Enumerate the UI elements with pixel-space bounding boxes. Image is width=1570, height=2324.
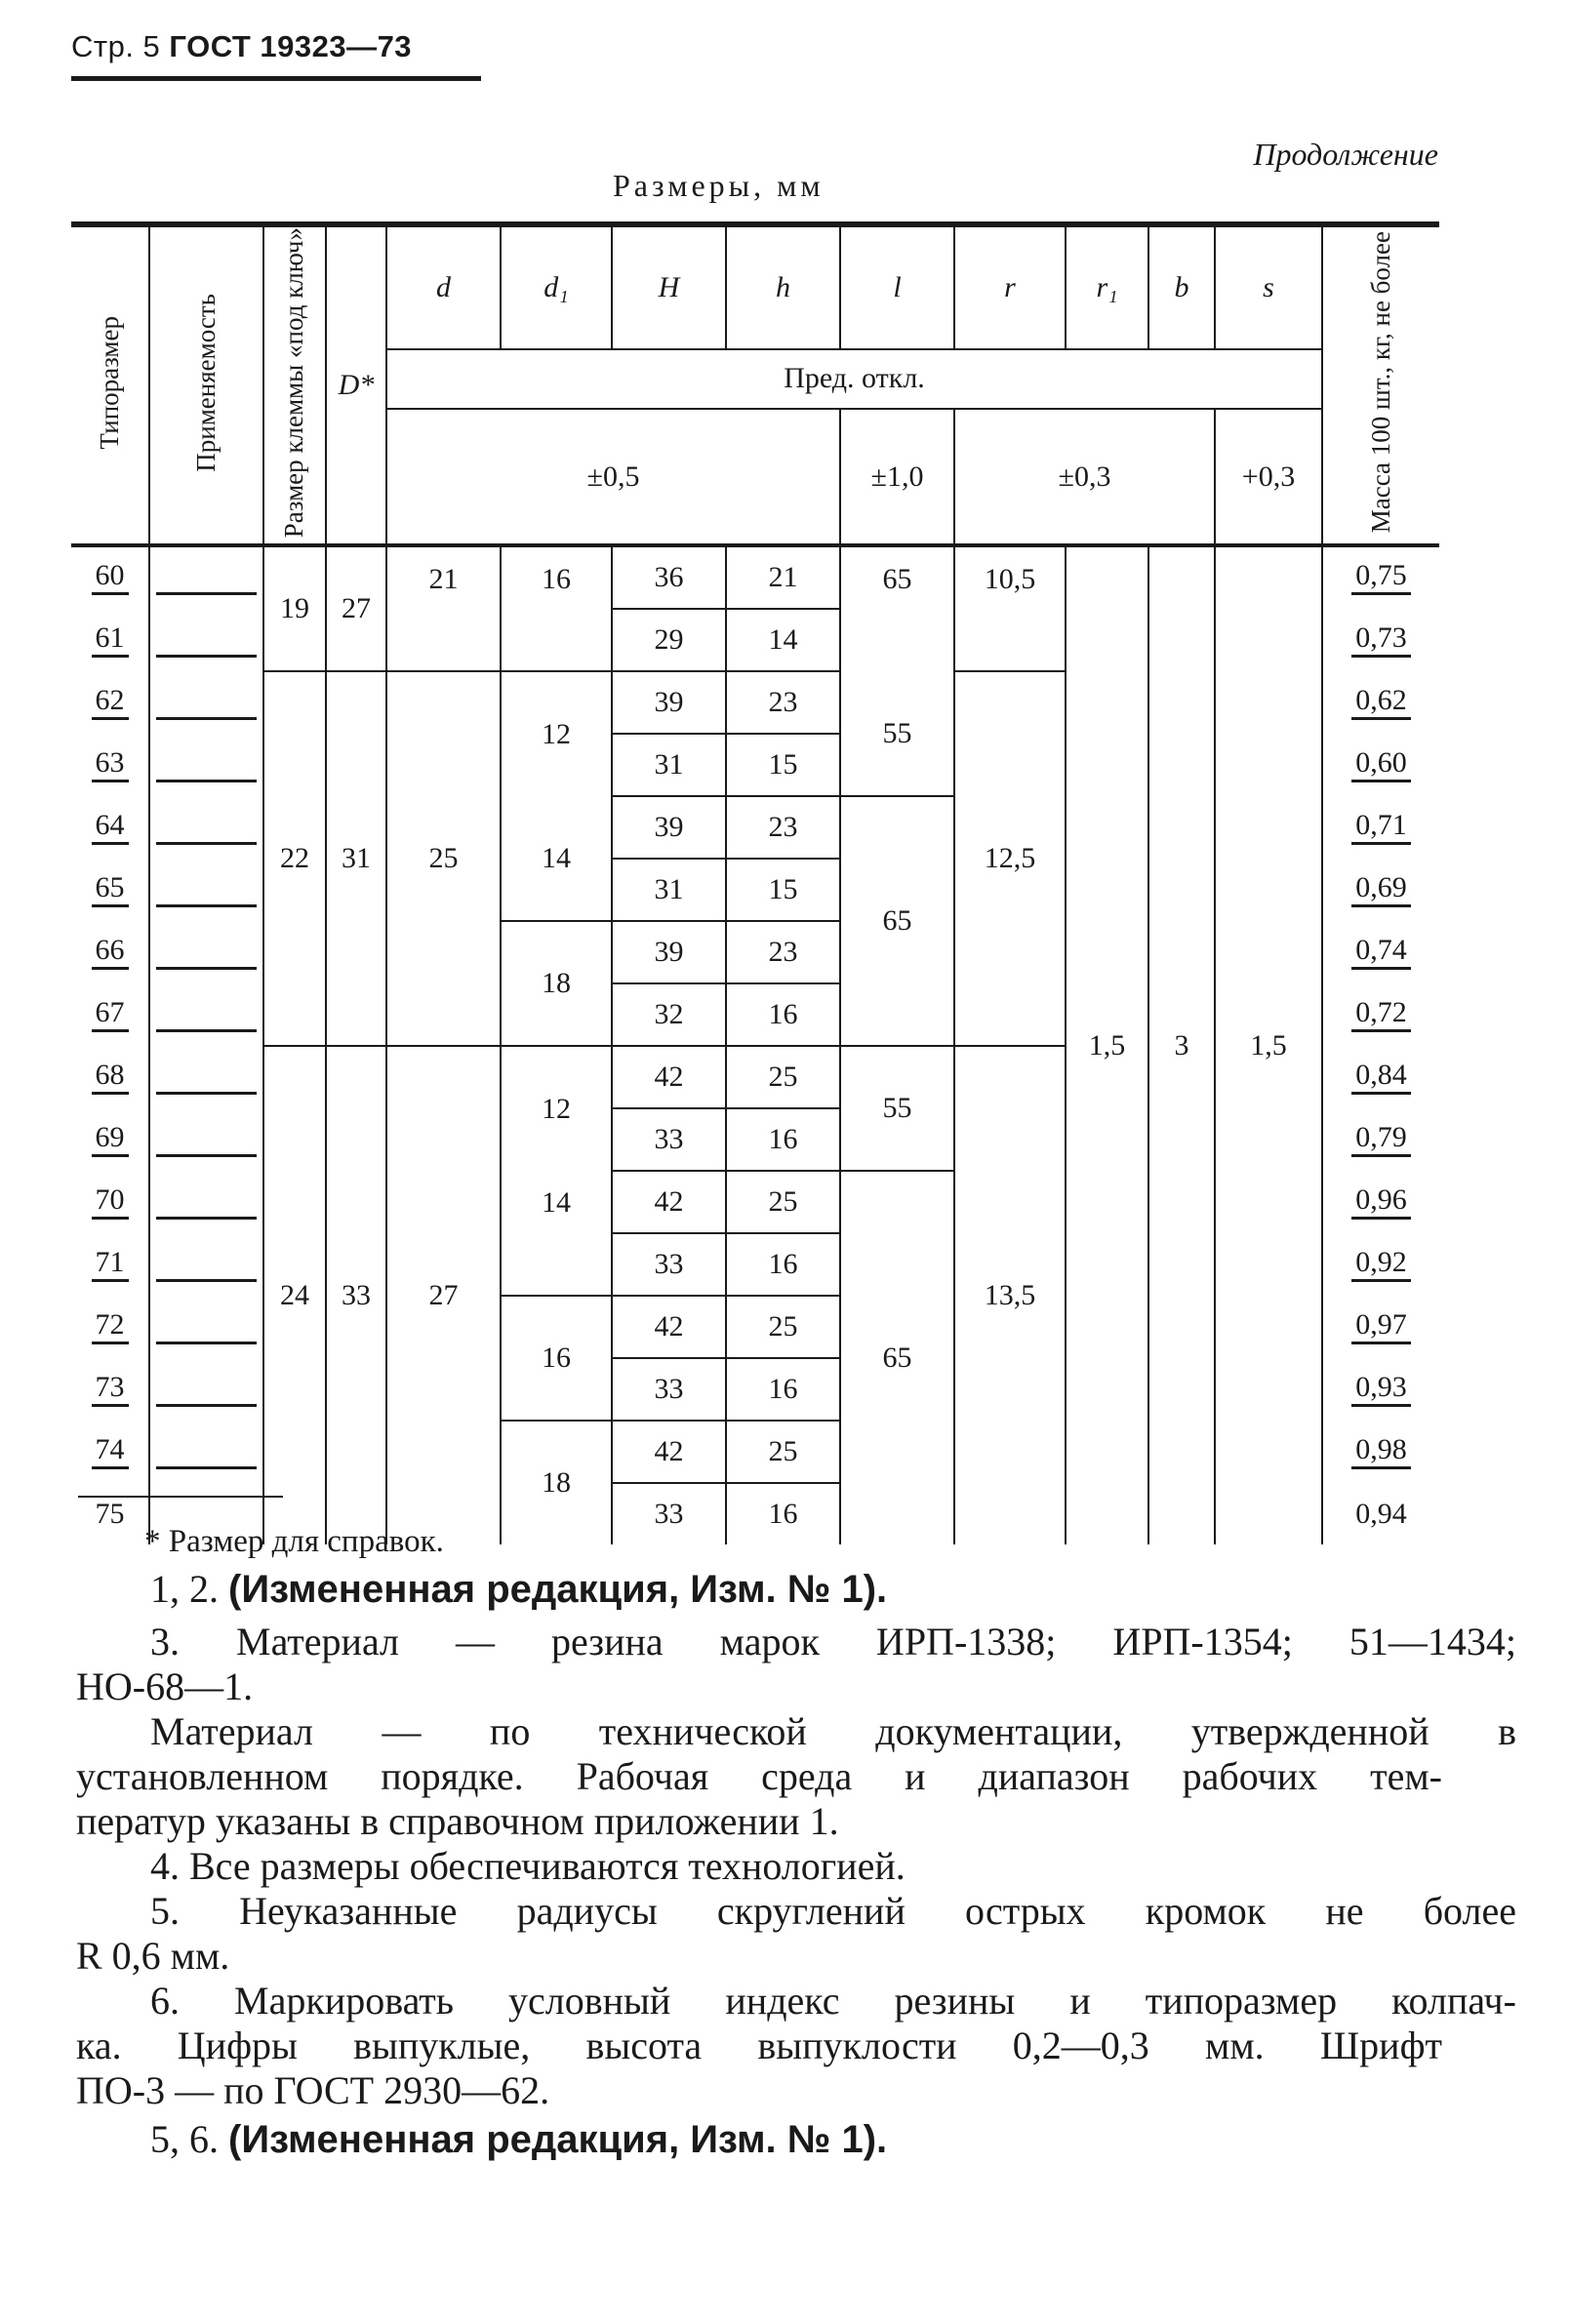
table-cell-h: 23 — [726, 796, 840, 859]
table-cell-appl — [149, 859, 263, 921]
table-cell-mass: 0,92 — [1322, 1233, 1439, 1296]
table-cell-d1: 14 — [501, 1171, 612, 1296]
col-r: r — [954, 224, 1066, 349]
table-cell-mass: 0,93 — [1322, 1358, 1439, 1421]
table-cell-appl — [149, 671, 263, 734]
tolerance-03: ±0,3 — [954, 409, 1215, 545]
table-cell-d1: 16 — [501, 1296, 612, 1421]
table-cell-h: 14 — [726, 609, 840, 671]
table-cell-tip: 63 — [71, 734, 149, 796]
table-cell-b: 3 — [1148, 545, 1215, 1544]
table-cell-tip: 62 — [71, 671, 149, 734]
table-cell-d: 25 — [386, 671, 501, 1046]
table-cell-h: 25 — [726, 1296, 840, 1358]
material-line2: установленном порядке. Рабочая среда и диапазон рабочих тем- — [76, 1754, 1442, 1798]
table-cell-H: 33 — [612, 1483, 726, 1544]
material-line3: ператур указаны в справочном приложении 1. — [76, 1799, 839, 1843]
table-cell-tip: 66 — [71, 921, 149, 983]
table-cell-mass: 0,75 — [1322, 545, 1439, 609]
table-cell-tip: 67 — [71, 983, 149, 1046]
material-line1: Материал — по технической документации, утвержденной в — [150, 1709, 1516, 1753]
table-cell-l: 55 — [840, 1046, 954, 1171]
table-cell-appl — [149, 1296, 263, 1358]
col-h: h — [726, 224, 840, 349]
tolerance-05: ±0,5 — [386, 409, 840, 545]
table-cell-h: 16 — [726, 1358, 840, 1421]
table-cell-appl — [149, 1233, 263, 1296]
table-cell-mass: 0,97 — [1322, 1296, 1439, 1358]
tolerance-10: ±1,0 — [840, 409, 954, 545]
table-cell-H: 42 — [612, 1421, 726, 1483]
footnote-rule — [78, 1496, 283, 1498]
table-cell-d: 21 — [386, 545, 501, 671]
table-cell-mass: 0,96 — [1322, 1171, 1439, 1233]
table-cell-h: 21 — [726, 545, 840, 609]
table-cell-r: 12,5 — [954, 671, 1066, 1046]
table-cell-mass: 0,84 — [1322, 1046, 1439, 1108]
table-cell-d1: 12 — [501, 671, 612, 796]
table-cell-tip: 69 — [71, 1108, 149, 1171]
table-cell-mass: 0,94 — [1322, 1483, 1439, 1544]
table-cell-tip: 71 — [71, 1233, 149, 1296]
table-cell-h: 16 — [726, 983, 840, 1046]
table-cell-appl — [149, 1108, 263, 1171]
table-cell-appl — [149, 734, 263, 796]
dimensions-caption: Размеры, мм — [613, 168, 825, 203]
table-cell-r1: 1,5 — [1066, 545, 1148, 1544]
table-cell-d1: 18 — [501, 921, 612, 1046]
table-cell-mass: 0,98 — [1322, 1421, 1439, 1483]
table-cell-klemma: 19 — [263, 545, 326, 671]
col-d: d — [386, 224, 501, 349]
col-d1: d₁ — [501, 224, 612, 349]
table-cell-H: 33 — [612, 1233, 726, 1296]
table-cell-tip: 61 — [71, 609, 149, 671]
col-razmer-klemmy: Размер клеммы «под ключ» — [263, 224, 326, 545]
table-cell-mass: 0,72 — [1322, 983, 1439, 1046]
table-cell-D: 31 — [326, 671, 386, 1046]
table-cell-appl — [149, 921, 263, 983]
table-cell-H: 33 — [612, 1108, 726, 1171]
table-cell-tip: 73 — [71, 1358, 149, 1421]
table-cell-r: 13,5 — [954, 1046, 1066, 1544]
table-cell-H: 39 — [612, 796, 726, 859]
table-cell-h: 25 — [726, 1171, 840, 1233]
table-cell-tip: 64 — [71, 796, 149, 859]
col-s: s — [1215, 224, 1322, 349]
table-cell-l: 55 — [840, 671, 954, 796]
table-cell-appl — [149, 983, 263, 1046]
note-5-line1: 5. Неуказанные радиусы скруглений острых кромок не более — [150, 1889, 1516, 1933]
note-4: 4. Все размеры обеспечиваются технологией. — [150, 1844, 906, 1888]
table-cell-klemma: 22 — [263, 671, 326, 1046]
table-cell-h: 15 — [726, 734, 840, 796]
table-cell-mass: 0,62 — [1322, 671, 1439, 734]
table-cell-H: 36 — [612, 545, 726, 609]
table-cell-h: 25 — [726, 1046, 840, 1108]
table-cell-l: 65 — [840, 1171, 954, 1544]
col-D: D* — [326, 224, 386, 545]
table-cell-appl — [149, 1358, 263, 1421]
table-cell-klemma: 24 — [263, 1046, 326, 1544]
standard-number: ГОСТ 19323—73 — [169, 29, 413, 63]
table-cell-tip: 72 — [71, 1296, 149, 1358]
col-l: l — [840, 224, 954, 349]
table-cell-H: 42 — [612, 1046, 726, 1108]
page-header — [71, 29, 412, 64]
table-cell-H: 32 — [612, 983, 726, 1046]
col-b: b — [1148, 224, 1215, 349]
table-cell-tip: 65 — [71, 859, 149, 921]
table-cell-h: 23 — [726, 671, 840, 734]
table-cell-mass: 0,73 — [1322, 609, 1439, 671]
continuation-label: Продолжение — [1253, 137, 1438, 172]
table-cell-tip: 60 — [71, 545, 149, 609]
note-1-2: 1, 2. (Измененная редакция, Изм. № 1). — [150, 1567, 888, 1611]
page-number: Стр. 5 — [71, 29, 161, 63]
table-cell-h: 16 — [726, 1233, 840, 1296]
table-cell-H: 42 — [612, 1171, 726, 1233]
table-cell-H: 33 — [612, 1358, 726, 1421]
table-cell-d: 27 — [386, 1046, 501, 1544]
table-cell-r: 10,5 — [954, 545, 1066, 671]
table-cell-mass: 0,69 — [1322, 859, 1439, 921]
table-cell-appl — [149, 545, 263, 609]
table-cell-D: 27 — [326, 545, 386, 671]
table-cell-h: 25 — [726, 1421, 840, 1483]
table-cell-appl — [149, 1171, 263, 1233]
table-cell-l: 65 — [840, 796, 954, 1046]
table-cell-H: 31 — [612, 859, 726, 921]
table-cell-mass: 0,79 — [1322, 1108, 1439, 1171]
table-cell-h: 15 — [726, 859, 840, 921]
table-cell-mass: 0,71 — [1322, 796, 1439, 859]
note-6-line1: 6. Маркировать условный индекс резины и типоразмер колпач- — [150, 1979, 1516, 2023]
note-6-line2: ка. Цифры выпуклые, высота выпуклости 0,2—0,3 мм. Шрифт — [76, 2023, 1442, 2067]
table-cell-tip: 68 — [71, 1046, 149, 1108]
note-3-line2: НО-68—1. — [76, 1664, 254, 1708]
table-cell-H: 31 — [612, 734, 726, 796]
col-r1: r₁ — [1066, 224, 1148, 349]
note-5-line2: R 0,6 мм. — [76, 1934, 230, 1978]
table-cell-h: 23 — [726, 921, 840, 983]
table-cell-d1: 18 — [501, 1421, 612, 1544]
table-cell-H: 39 — [612, 921, 726, 983]
table-cell-H: 39 — [612, 671, 726, 734]
footnote: * Размер для справок. — [144, 1524, 444, 1559]
table-cell-d1: 12 — [501, 1046, 612, 1171]
table-cell-tip: 74 — [71, 1421, 149, 1483]
note-6-line3: ПО-3 — по ГОСТ 2930—62. — [76, 2068, 550, 2112]
tolerance-plus03: +0,3 — [1215, 409, 1322, 545]
table-cell-appl — [149, 1046, 263, 1108]
col-primenyaemost: Применяемость — [149, 224, 263, 545]
table-cell-d1: 14 — [501, 796, 612, 921]
table-cell-l: 65 — [840, 545, 954, 671]
table-cell-appl — [149, 609, 263, 671]
table-cell-h: 16 — [726, 1483, 840, 1544]
table-cell-d1: 16 — [501, 545, 612, 671]
col-H: H — [612, 224, 726, 349]
table-cell-H: 29 — [612, 609, 726, 671]
table-cell-appl — [149, 1421, 263, 1483]
header-rule — [71, 76, 481, 81]
table-cell-D: 33 — [326, 1046, 386, 1544]
table-cell-mass: 0,60 — [1322, 734, 1439, 796]
table-cell-appl — [149, 796, 263, 859]
table-cell-H: 42 — [612, 1296, 726, 1358]
table-cell-mass: 0,74 — [1322, 921, 1439, 983]
note-5-6: 5, 6. (Измененная редакция, Изм. № 1). — [150, 2117, 888, 2161]
table-cell-tip: 70 — [71, 1171, 149, 1233]
tolerance-caption: Пред. откл. — [386, 349, 1322, 409]
col-massa: Масса 100 шт., кг, не более — [1322, 224, 1439, 545]
col-tiporazmer: Типоразмер — [71, 224, 149, 545]
table-cell-h: 16 — [726, 1108, 840, 1171]
dimensions-table — [71, 221, 1439, 1544]
note-3-line1: 3. Материал — резина марок ИРП-1338; ИРП-1354; 51—1434; — [150, 1620, 1516, 1663]
table-cell-tip: 75 — [95, 1497, 125, 1530]
table-cell-s: 1,5 — [1215, 545, 1322, 1544]
